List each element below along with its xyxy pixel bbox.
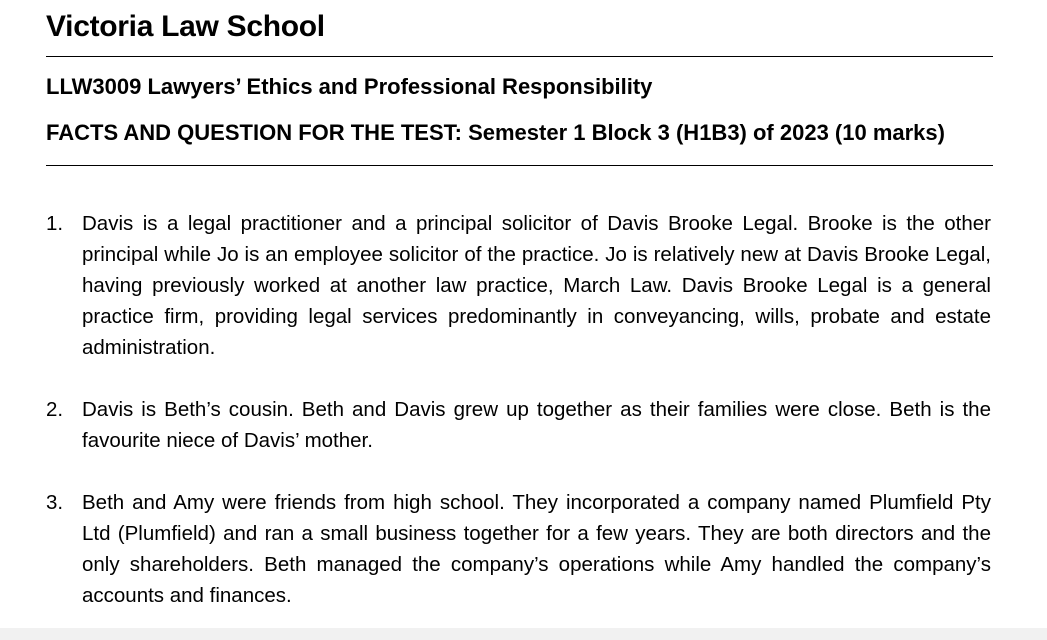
fact-number: 1. <box>46 212 64 235</box>
school-title: Victoria Law School <box>46 10 325 43</box>
header-rule-bottom <box>46 165 993 166</box>
fact-item-3 <box>46 487 991 611</box>
page-bottom-edge <box>0 628 1047 640</box>
course-title: LLW3009 Lawyers’ Ethics and Professional Responsibility <box>46 74 653 99</box>
facts-list <box>46 208 991 640</box>
test-title: FACTS AND QUESTION FOR THE TEST: Semester 1 Block 3 (H1B3) of 2023 (10 marks) <box>46 120 945 145</box>
fact-text: Davis is a legal practitioner and a principal solicitor of Davis Brooke Legal. Brooke is the other principal while Jo is an employee solicitor of the practice. Jo is relatively new at Davis Brooke Legal, having previously worked at another law practice, March Law. Davis Brooke Legal is a general practice firm, providing legal services predominantly in conveyancing, wills, probate and estate administration. <box>82 212 991 359</box>
fact-text: Davis is Beth’s cousin. Beth and Davis grew up together as their families were close. Beth is the favourite niece of Davis’ mother. <box>82 398 991 452</box>
fact-text: Beth and Amy were friends from high school. They incorporated a company named Plumfield Pty Ltd (Plumfield) and ran a small business together for a few years. They are both directors and the only shareholders. Beth managed the company’s operations while Amy handled the company’s accounts and finances. <box>82 491 991 607</box>
fact-item-2 <box>46 394 991 456</box>
fact-number: 2. <box>46 398 64 421</box>
fact-item-1 <box>46 208 991 363</box>
header-rule-top <box>46 56 993 57</box>
fact-number: 3. <box>46 491 64 514</box>
